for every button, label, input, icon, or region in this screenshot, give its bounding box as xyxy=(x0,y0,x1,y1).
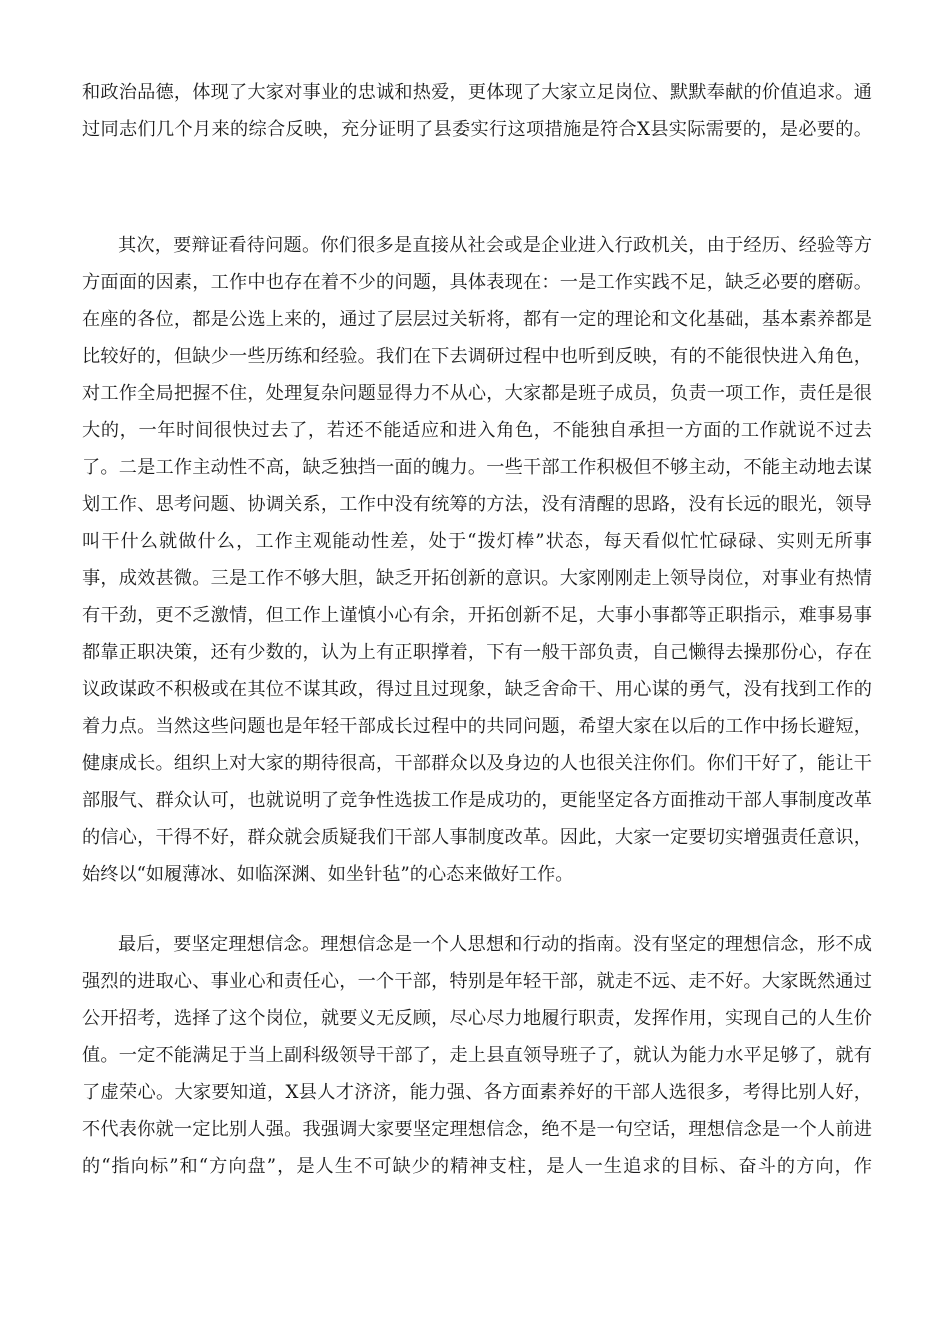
text-line: 大的，一年时间很快过去了，若还不能适应和进入角色，不能独自承担一方面的工作就说不过去 xyxy=(82,420,872,441)
text-line: 的信心，干得不好，群众就会质疑我们干部人事制度改革。因此，大家一定要切实增强责任意识， xyxy=(82,827,872,848)
text-line: 都靠正职决策，还有少数的，认为上有正职撑着，下有一般干部负责，自己懒得去操那份心，存在 xyxy=(82,642,872,663)
paragraph-second-point xyxy=(82,227,872,893)
text-line: 其次，要辩证看待问题。你们很多是直接从社会或是企业进入行政机关，由于经历、经验等方 xyxy=(118,235,872,256)
paragraph-continuation xyxy=(82,74,872,148)
text-line: 部服气、群众认可，也就说明了竞争性选拔工作是成功的，更能坚定各方面推动干部人事制度改革 xyxy=(82,790,872,811)
text-line: 最后，要坚定理想信念。理想信念是一个人思想和行动的指南。没有坚定的理想信念，形不成 xyxy=(118,934,872,955)
text-line: 过同志们几个月来的综合反映，充分证明了县委实行这项措施是符合X县实际需要的，是必要的。 xyxy=(82,119,872,140)
paragraph-third-point xyxy=(82,926,872,1185)
text-line: 的“指向标”和“方向盘”，是人生不可缺少的精神支柱，是人一生追求的目标、奋斗的方向，作 xyxy=(82,1156,872,1177)
text-line: 事，成效甚微。三是工作不够大胆，缺乏开拓创新的意识。大家刚刚走上领导岗位，对事业有热情 xyxy=(82,568,872,589)
text-line: 在座的各位，都是公选上来的，通过了层层过关斩将，都有一定的理论和文化基础，基本素养都是 xyxy=(82,309,872,330)
text-line: 值。一定不能满足于当上副科级领导干部了，走上县直领导班子了，就认为能力水平足够了，就有 xyxy=(82,1045,872,1066)
text-line: 叫干什么就做什么，工作主观能动性差，处于“拨灯棒”状态，每天看似忙忙碌碌、实则无所事 xyxy=(82,531,872,552)
text-line: 了虚荣心。大家要知道，X县人才济济，能力强、各方面素养好的干部人选很多，考得比别人好， xyxy=(82,1082,872,1103)
text-line: 着力点。当然这些问题也是年轻干部成长过程中的共同问题，希望大家在以后的工作中扬长避短， xyxy=(82,716,872,737)
text-line: 公开招考，选择了这个岗位，就要义无反顾，尽心尽力地履行职责，发挥作用，实现自己的人生价 xyxy=(82,1008,872,1029)
text-line: 议政谋政不积极或在其位不谋其政，得过且过现象，缺乏舍命干、用心谋的勇气，没有找到工作的 xyxy=(82,679,872,700)
text-line: 和政治品德，体现了大家对事业的忠诚和热爱，更体现了大家立足岗位、默默奉献的价值追求。通 xyxy=(82,82,872,103)
text-line: 了。二是工作主动性不高，缺乏独挡一面的魄力。一些干部工作积极但不够主动，不能主动地去谋 xyxy=(82,457,872,478)
text-line: 强烈的进取心、事业心和责任心，一个干部，特别是年轻干部，就走不远、走不好。大家既然通过 xyxy=(82,971,872,992)
text-line: 方面面的因素，工作中也存在着不少的问题，具体表现在：一是工作实践不足，缺乏必要的磨砺。 xyxy=(82,272,872,293)
text-line: 对工作全局把握不住，处理复杂问题显得力不从心，大家都是班子成员，负责一项工作，责任是很 xyxy=(82,383,872,404)
text-line: 有干劲，更不乏激情，但工作上谨慎小心有余，开拓创新不足，大事小事都等正职指示，难事易事 xyxy=(82,605,872,626)
text-line: 始终以“如履薄冰、如临深渊、如坐针毡”的心态来做好工作。 xyxy=(82,864,574,885)
text-line: 不代表你就一定比别人强。我强调大家要坚定理想信念，绝不是一句空话，理想信念是一个人前进 xyxy=(82,1119,872,1140)
text-line: 比较好的，但缺少一些历练和经验。我们在下去调研过程中也听到反映，有的不能很快进入角色， xyxy=(82,346,872,367)
text-line: 健康成长。组织上对大家的期待很高，干部群众以及身边的人也很关注你们。你们干好了，能让干 xyxy=(82,753,872,774)
text-line: 划工作、思考问题、协调关系，工作中没有统筹的方法，没有清醒的思路，没有长远的眼光，领导 xyxy=(82,494,872,515)
